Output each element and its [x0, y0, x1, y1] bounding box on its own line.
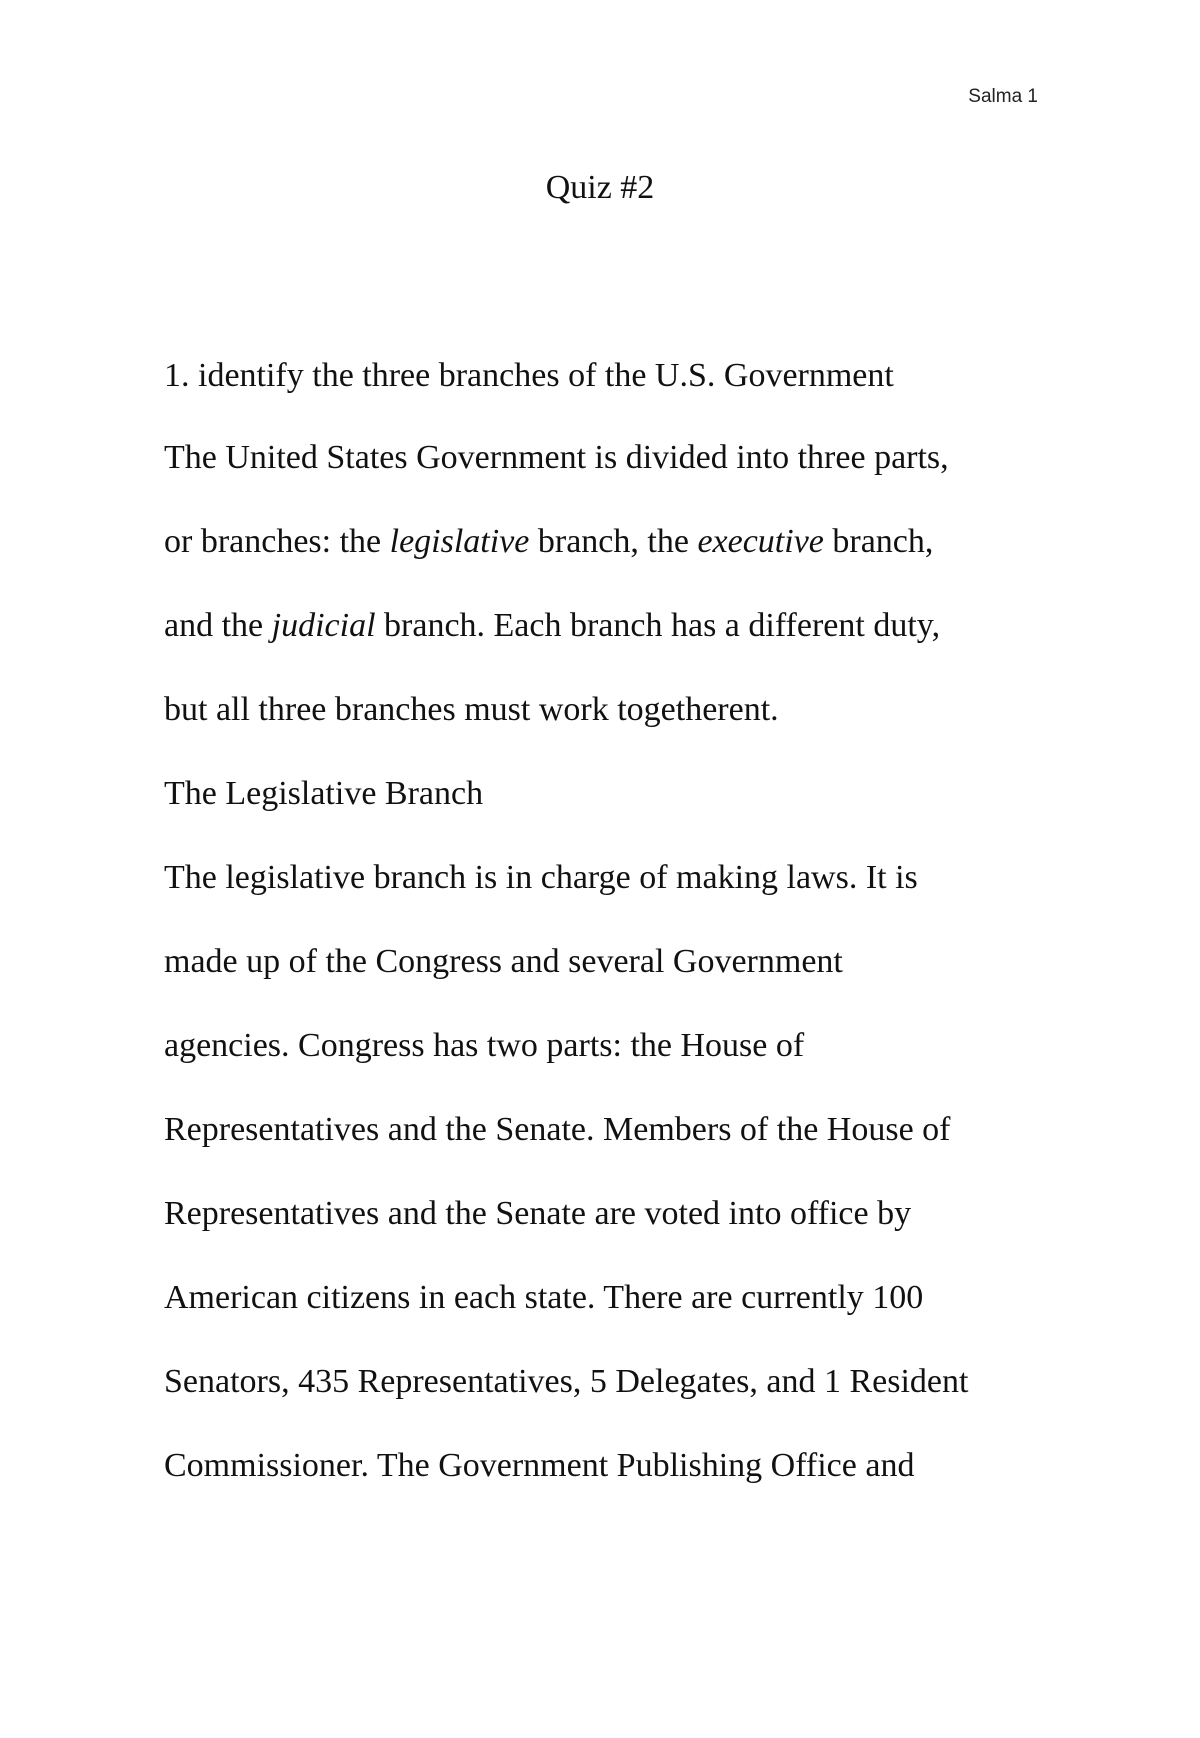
emphasis-legislative: legislative	[389, 523, 530, 560]
intro-line-4: but all three branches must work togetherent.	[164, 691, 779, 728]
section-line: made up of the Congress and several Government	[164, 943, 843, 980]
intro-line-3	[164, 606, 940, 646]
intro-text: branch,	[823, 523, 934, 560]
section-line: Representatives and the Senate. Members of the House of	[164, 1111, 951, 1148]
intro-text: and the	[164, 607, 272, 644]
section-line: American citizens in each state. There are currently 100	[164, 1279, 924, 1316]
section-line: The legislative branch is in charge of making laws. It is	[164, 859, 918, 896]
question-text: 1. identify the three branches of the U.S. Government	[164, 357, 894, 394]
page-header: Salma 1	[968, 86, 1038, 107]
intro-line-2	[164, 522, 933, 562]
intro-text: branch, the	[529, 523, 698, 560]
section-line: Senators, 435 Representatives, 5 Delegates, and 1 Resident	[164, 1363, 969, 1400]
intro-line-1: The United States Government is divided into three parts,	[164, 439, 949, 476]
intro-text: branch. Each branch has a different duty,	[375, 607, 941, 644]
emphasis-executive: executive	[697, 523, 824, 560]
emphasis-judicial: judicial	[271, 607, 376, 644]
page-title: Quiz #2	[545, 169, 655, 206]
section-line: agencies. Congress has two parts: the House of	[164, 1027, 805, 1064]
intro-text: or branches: the	[164, 523, 390, 560]
section-line: Representatives and the Senate are voted into office by	[164, 1195, 912, 1232]
section-heading: The Legislative Branch	[164, 775, 484, 812]
section-line: Commissioner. The Government Publishing Office and	[164, 1447, 915, 1484]
